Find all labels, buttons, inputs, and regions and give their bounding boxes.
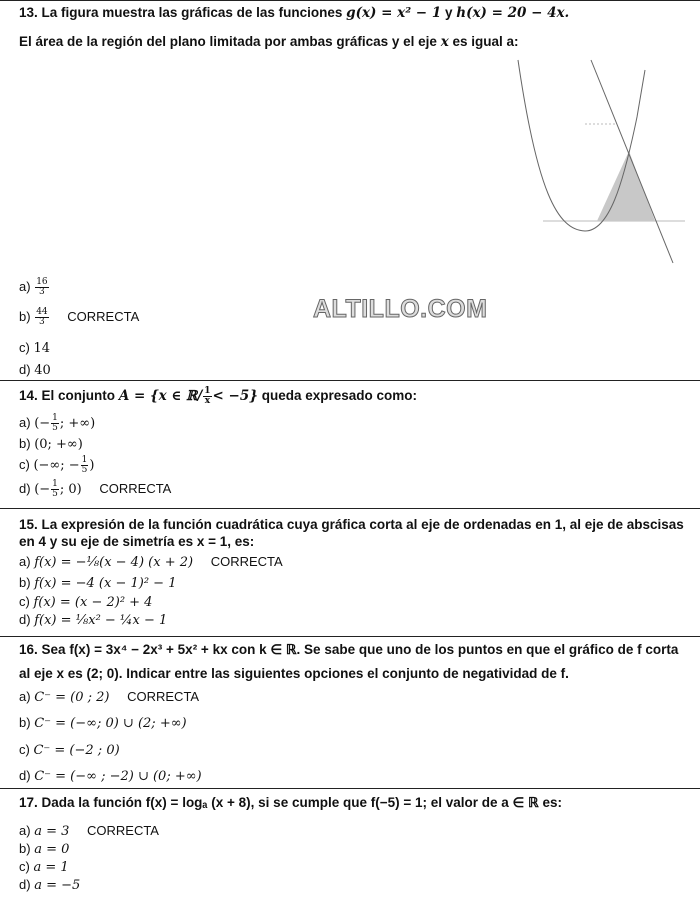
divider [0,636,700,637]
divider [0,788,700,789]
q13-option-c: c) 14 [19,340,51,356]
fraction: $\frac{1}{5}$ [81,455,88,475]
q14-title: 14. El conjunto A = {x ∈ ℝ/ $\frac{1}{x}$ < −5} queda expresado como: [19,386,418,406]
top-divider [0,0,700,1]
line-h [591,60,673,263]
q14-option-d: d) (− $\frac{1}{5}$ ; 0) CORRECTA [19,479,172,499]
q17-option-a: a) a = 3 CORRECTA [19,823,159,839]
shaded-region [597,151,655,221]
function-graph [505,55,685,267]
watermark-logo: ALTILLO.COM [313,295,488,323]
q13-prompt: El área de la región del plano limitada por ambas gráficas y el eje x es igual a: [19,34,519,50]
q15-option-d: d) f(x) = ⅛x² − ¼x − 1 [19,612,168,628]
fraction: $\frac{1}{5}$ [52,413,58,433]
fraction: $\frac{1}{5}$ [52,479,58,499]
correct-tag: CORRECTA [87,823,159,838]
q13-option-a: a) $\frac{16}{3}$ [19,277,48,297]
fraction: $\frac{44}{3}$ [36,307,48,327]
q17-option-c: c) a = 1 [19,859,69,875]
divider [0,380,700,381]
q15-option-c: c) f(x) = (x − 2)² + 4 [19,594,153,610]
q16-title-cont: al eje x es (2; 0). Indicar entre las siguientes opciones el conjunto de negatividad de f. [19,666,569,681]
fraction: $\frac{1}{x}$ [204,386,211,406]
q17-option-d: d) a = −5 [19,877,81,893]
divider [0,508,700,509]
q16-option-d: d) C⁻ = (−∞ ; −2) ∪ (0; +∞) [19,768,202,784]
q14-option-a: a) (− $\frac{1}{5}$ ; +∞) [19,413,96,433]
correct-tag: CORRECTA [210,554,283,569]
q14-option-c: c) (−∞; − $\frac{1}{5}$ ) [19,455,95,475]
q16-option-c: c) C⁻ = (−2 ; 0) [19,742,120,758]
q15-title-cont: en 4 y su eje de simetría es x = 1, es: [19,534,255,549]
q15-option-a: a) f(x) = −⅛(x − 4) (x + 2) CORRECTA [19,554,283,570]
q13-option-d: d) 40 [19,362,51,378]
q16-option-a: a) C⁻ = (0 ; 2) CORRECTA [19,689,200,705]
q13-option-b: b) $\frac{44}{3}$ CORRECTA [19,307,140,327]
fraction: $\frac{16}{3}$ [36,277,48,297]
q15-option-b: b) f(x) = −4 (x − 1)² − 1 [19,575,177,591]
q14-option-b: b) (0; +∞) [19,436,83,452]
q16-title: 16. Sea f(x) = 3x⁴ − 2x³ + 5x² + kx con k ∈ ℝ. Se sabe que uno de los puntos en que el gráfico de f corta [19,642,679,657]
q17-title: 17. Dada la función f(x) = logₐ (x + 8), si se cumple que f(−5) = 1; el valor de a ∈ ℝ es: [19,795,562,810]
correct-tag: CORRECTA [99,480,172,496]
q13-title: 13. La figura muestra las gráficas de las funciones g(x) = x² − 1 y h(x) = 20 − 4x. [19,5,570,21]
q15-title: 15. La expresión de la función cuadrática cuya gráfica corta al eje de ordenadas en 1, al eje de abscisas [19,517,684,532]
correct-tag: CORRECTA [67,308,140,324]
correct-tag: CORRECTA [127,689,200,704]
q16-option-b: b) C⁻ = (−∞; 0) ∪ (2; +∞) [19,715,187,731]
q17-option-b: b) a = 0 [19,841,70,857]
